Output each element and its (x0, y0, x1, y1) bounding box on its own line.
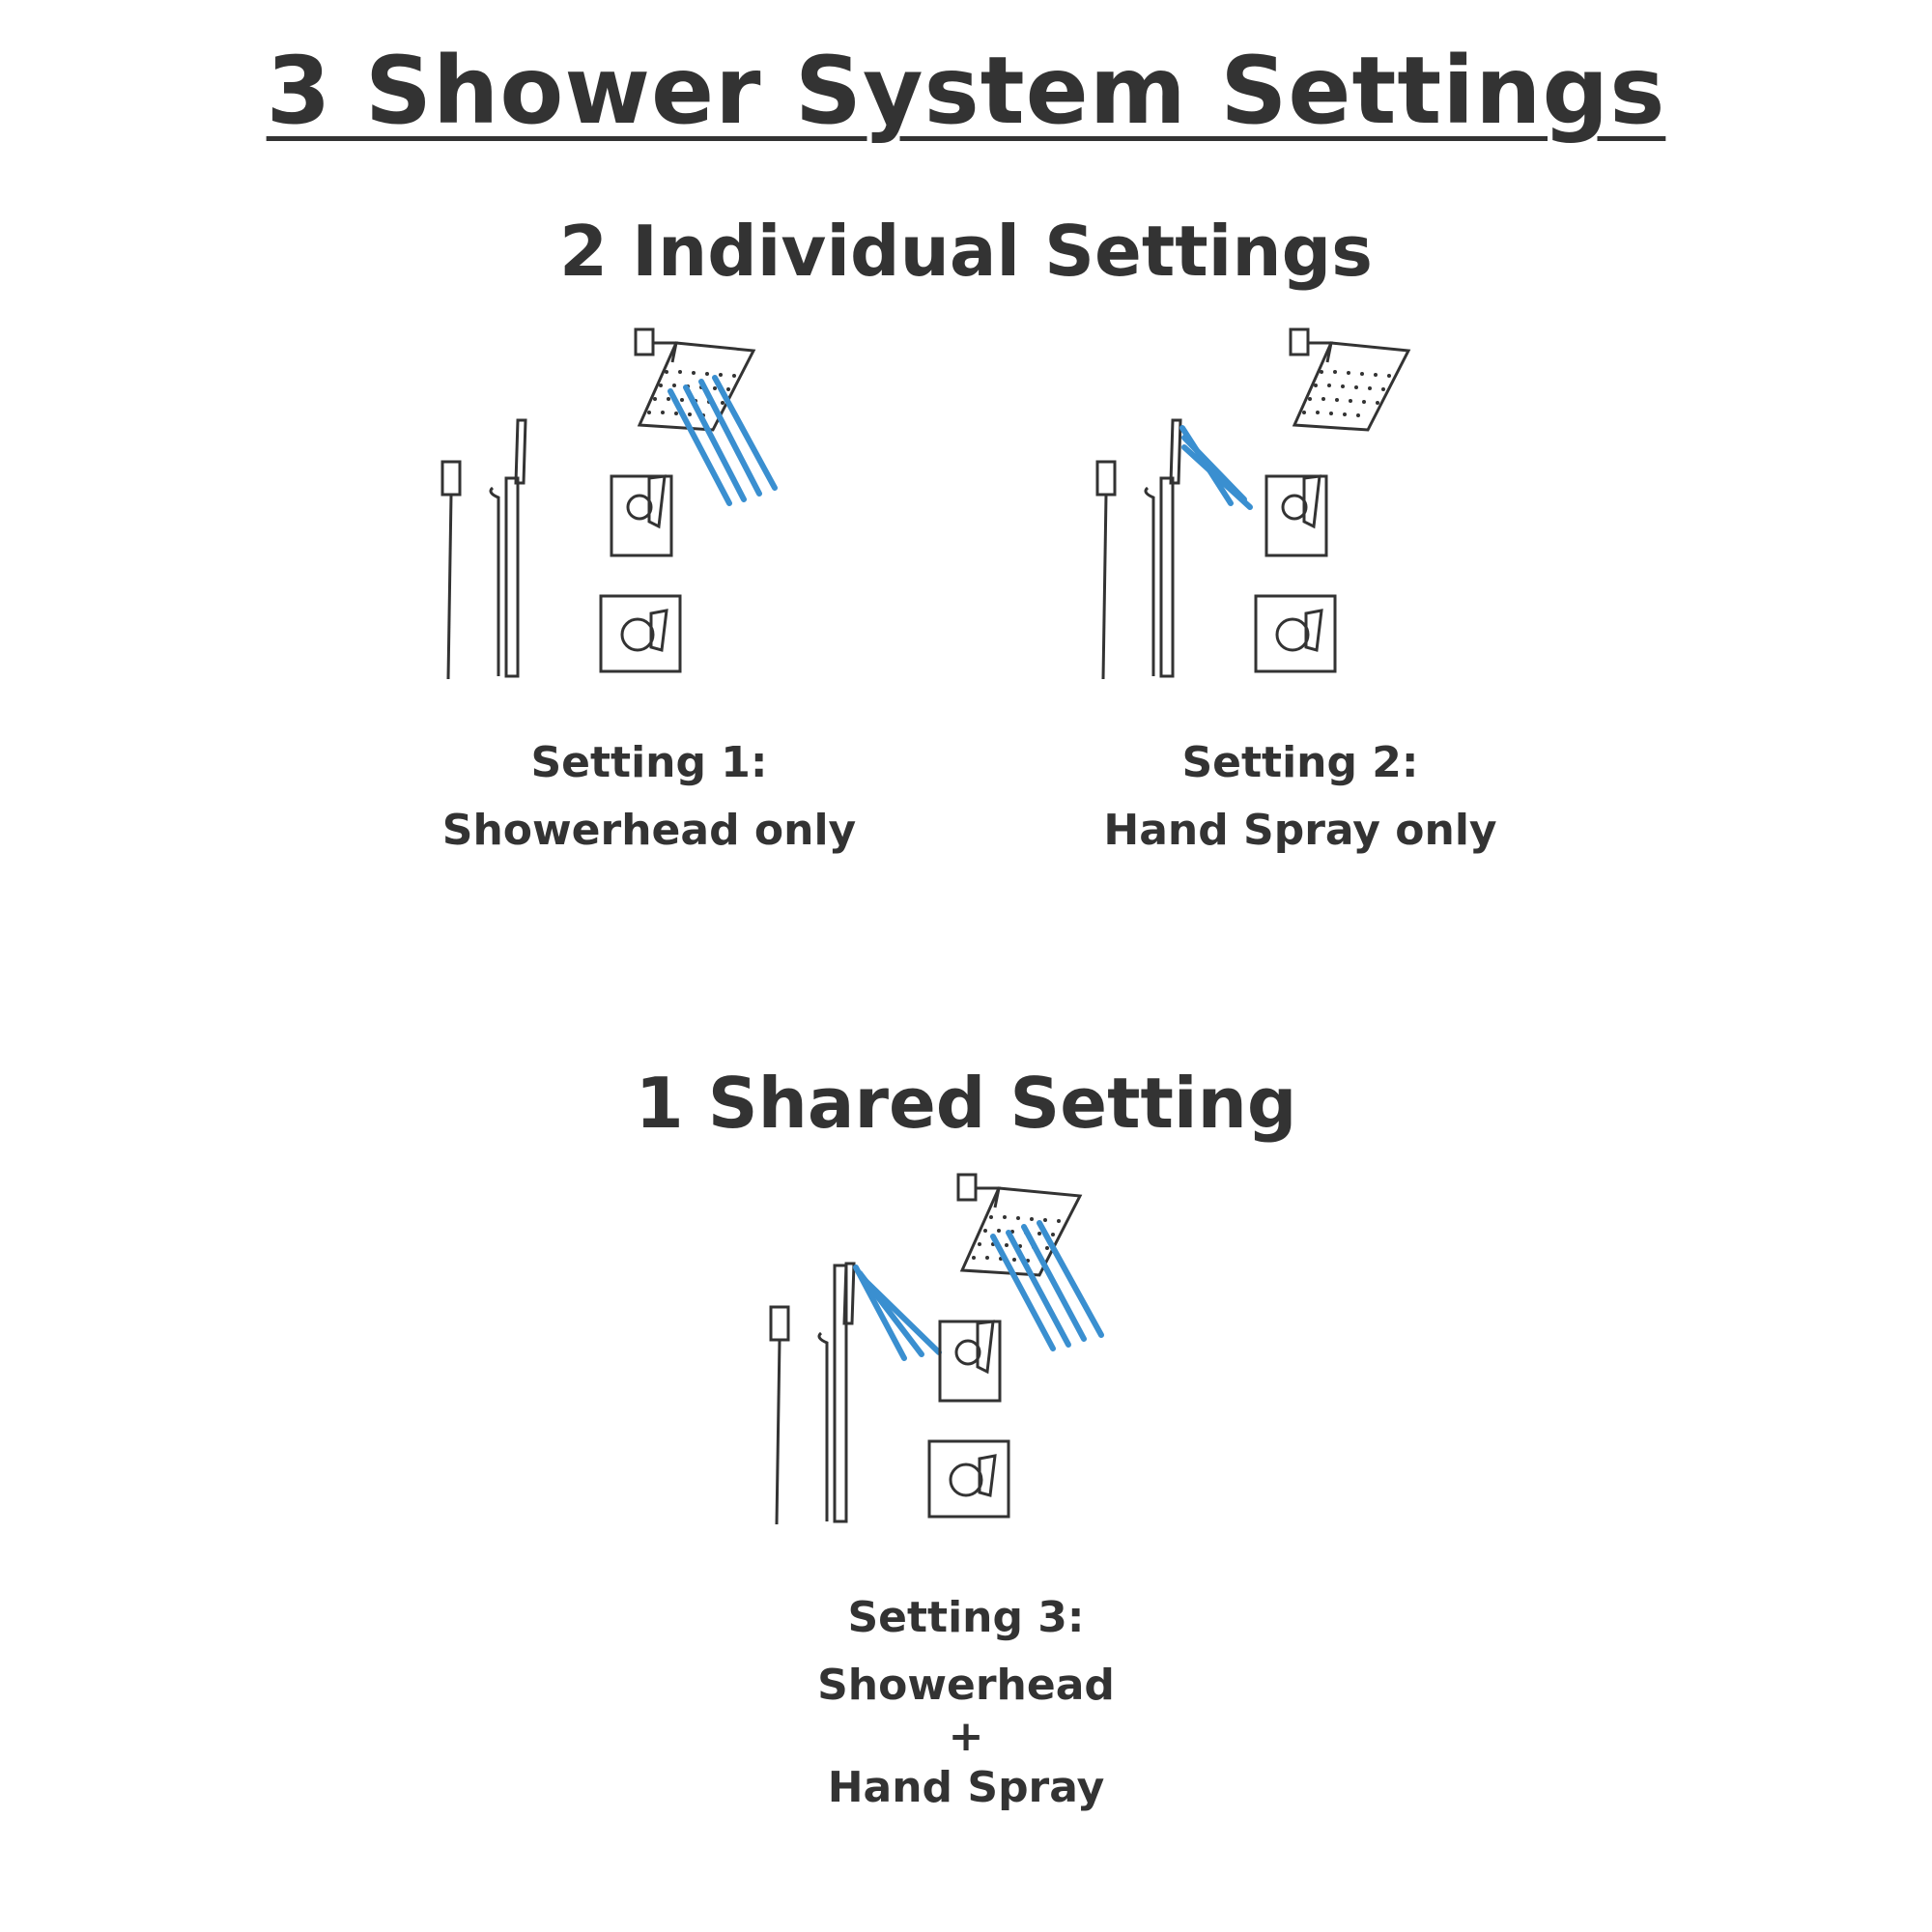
setting-3-label: Setting 3: (847, 1593, 1085, 1642)
setting-2-description: Hand Spray only (1103, 806, 1497, 855)
shower-arm (636, 329, 653, 355)
setting-1-fixture-illustration (435, 324, 802, 691)
showerhead (1294, 343, 1408, 430)
setting-3-description-line2: Hand Spray (827, 1763, 1105, 1812)
wall-elbow (442, 462, 460, 495)
hand-spray (516, 420, 526, 483)
shower-arm (958, 1175, 976, 1200)
volume-control-handle (649, 476, 665, 526)
setting-3-fixture-illustration (763, 1169, 1140, 1546)
slide-bar (1161, 478, 1173, 676)
hand-spray (844, 1264, 854, 1323)
hand-spray-stream (856, 1267, 939, 1358)
showerhead-spray (993, 1223, 1101, 1349)
setting-3-caption (628, 1584, 1304, 1822)
volume-control-handle (1304, 476, 1320, 526)
valve-trim (929, 1441, 1009, 1517)
setting-3-description-line1: Showerhead (817, 1661, 1115, 1710)
individual-settings-heading: 2 Individual Settings (558, 211, 1374, 292)
shower-arm (1291, 329, 1308, 355)
valve-trim (601, 596, 680, 671)
shared-setting-heading: 1 Shared Setting (635, 1063, 1297, 1144)
setting-2-label: Setting 2: (1181, 738, 1419, 787)
setting-2-caption (962, 729, 1638, 865)
volume-control-handle (978, 1321, 993, 1372)
setting-1-description: Showerhead only (441, 806, 857, 855)
showerhead-spray (670, 378, 775, 503)
wall-elbow (771, 1307, 788, 1340)
wall-elbow (1097, 462, 1115, 495)
setting-2-fixture-illustration (1090, 324, 1457, 691)
page-title: 3 Shower System Settings (266, 37, 1666, 145)
hand-spray (1171, 420, 1180, 483)
hand-spray-stream (1182, 428, 1250, 507)
valve-trim (1256, 596, 1335, 671)
setting-1-caption (311, 729, 987, 865)
setting-1-label: Setting 1: (530, 738, 768, 787)
plus-sign: + (948, 1712, 984, 1761)
slide-bar (506, 478, 518, 676)
